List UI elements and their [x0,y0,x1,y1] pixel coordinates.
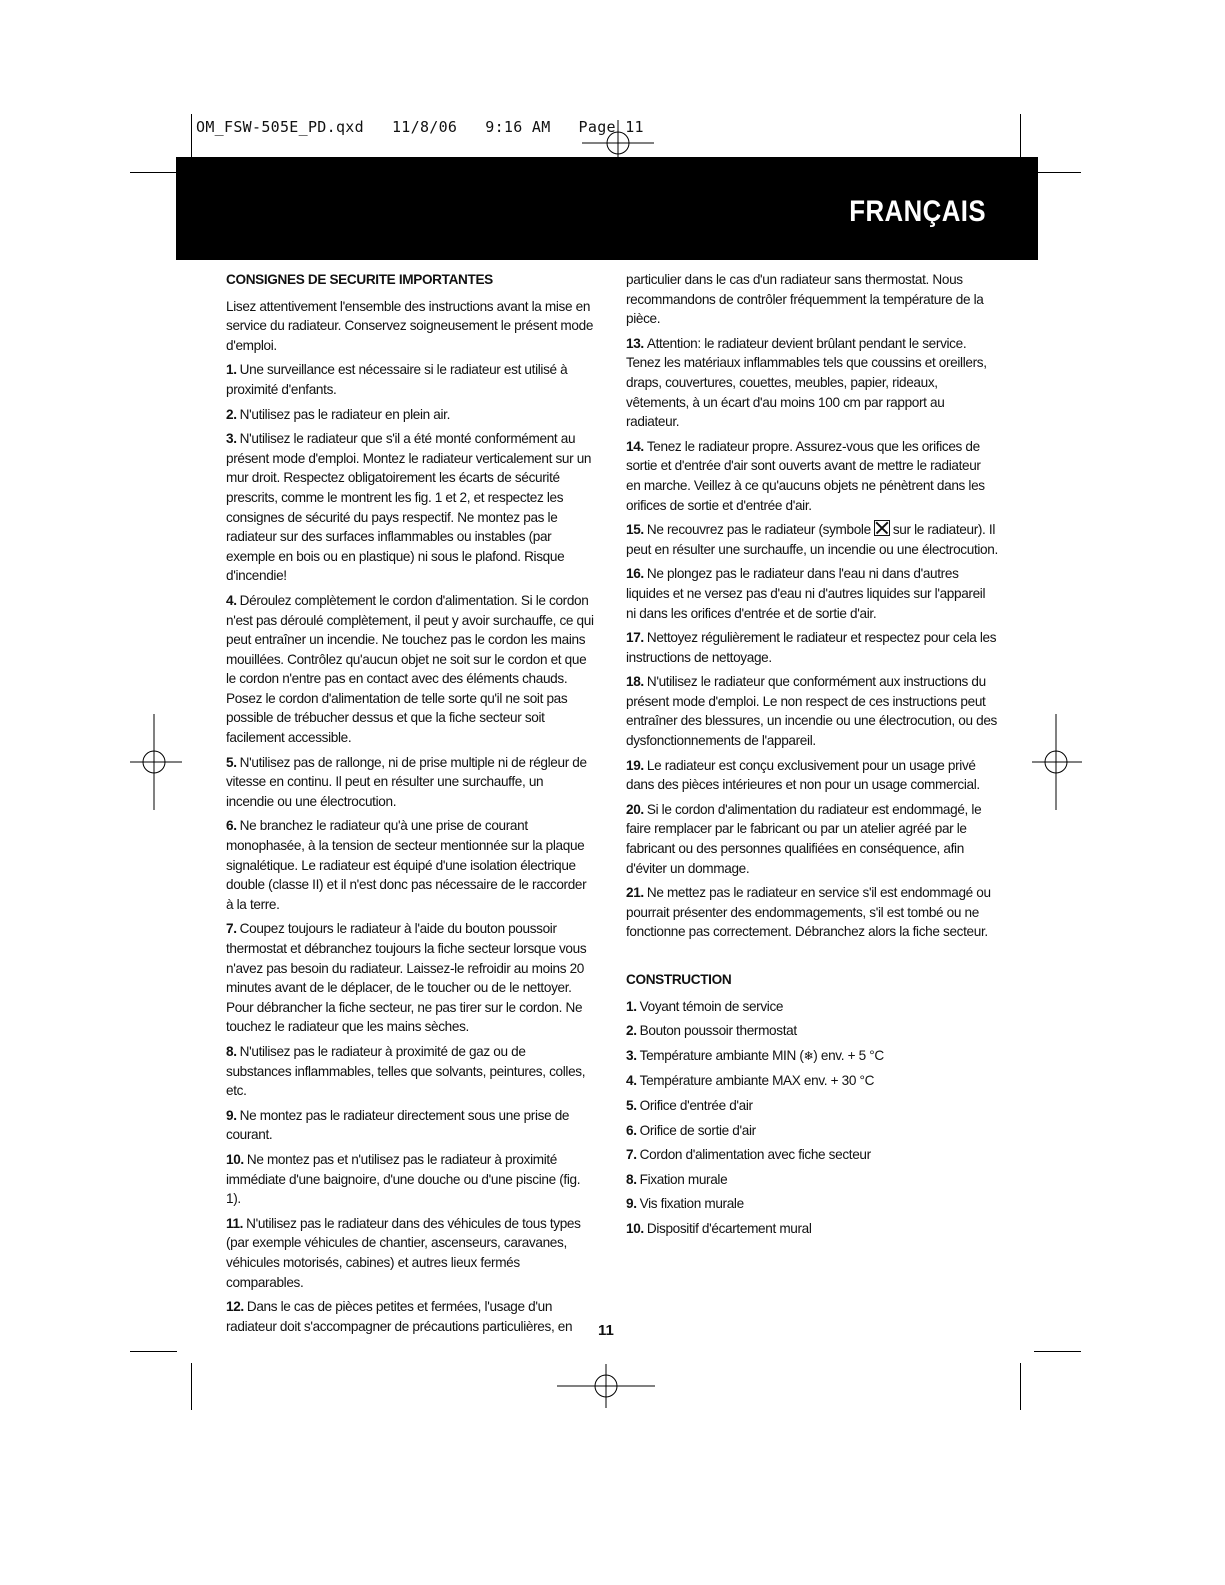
list-item: 2. Bouton poussoir thermostat [626,1023,797,1039]
list-item: 11. N'utilisez pas le radiateur dans des véhicules de tous types (par exemple véhicules de chantier, ascenseurs, caravanes, véhicules motorisés, cabines) et autres lieux fermés comparables. [226,1215,581,1290]
crop-mark [1020,114,1021,157]
list-item: 8. N'utilisez pas le radiateur à proximité de gaz ou de substances inflammables, telles que solvants, peintures, colles, etc. [226,1043,586,1099]
right-column [626,270,998,1244]
safety-list-continued [626,334,998,942]
list-item: 14. Tenez le radiateur propre. Assurez-vous que les orifices de sortie et d'entrée d'air sont ouverts avant de mettre le radiateur en marche. Veillez à ce qu'aucuns objets ne pénètrent dans les orifices de sortie et d'entrée d'air. [626,438,985,513]
list-item: 5. N'utilisez pas de rallonge, ni de prise multiple ni de régleur de vitesse en continu. Il peut en résulter une surchauffe, un incendie ou une électrocution. [226,754,587,809]
list-item: 20. Si le cordon d'alimentation du radiateur est endommagé, le faire remplacer par le fabricant ou par un atelier agréé par le fabricant ou des personnes qualifiées en conséquence, afin d'éviter un dommage. [626,801,982,876]
crop-mark [191,1363,192,1410]
registration-mark-icon [130,714,182,810]
list-item: 18. N'utilisez le radiateur que conformément aux instructions du présent mode d'emploi. Le non respect de ces instructions peut entraîner des blessures, un incendie ou une électrocution, ou des dysfonctionnements de l'appareil. [626,674,997,749]
list-item: 19. Le radiateur est conçu exclusivement pour un usage privé dans des pièces intérieures et non pour un usage commercial. [626,757,980,793]
language-title: FRANÇAIS [849,195,986,228]
list-item: 13. Attention: le radiateur devient brûlant pendant le service. Tenez les matériaux inflammables tels que coussins et oreillers, draps, couvertures, couettes, meubles, papier, rideaux, vêtements, à un écart d'au moins 100 cm par rapport au radiateur. [626,335,987,430]
list-item: 6. Orifice de sortie d'air [626,1122,756,1138]
crop-mark [1020,1363,1021,1410]
list-item: 6. Ne branchez le radiateur qu'à une prise de courant monophasée, à la tension de secteur mentionnée sur la plaque signalétique. Le radiateur est équipé d'une isolation électrique double (classe II) et il n'est donc pas nécessaire de le raccorder à la terre. [226,818,587,912]
list-item: 10. Ne montez pas et n'utilisez pas le radiateur à proximité immédiate d'une baignoire, d'une douche ou d'une piscine (fig. 1). [226,1151,581,1207]
list-item: 5. Orifice d'entrée d'air [626,1097,753,1113]
left-column [226,270,594,1341]
list-item: 15. Ne recouvrez pas le radiateur (symbole sur le radiateur). Il peut en résulter une surchauffe, un incendie ou une électrocution. [626,522,998,557]
list-item: 8. Fixation murale [626,1171,728,1187]
list-item: 17. Nettoyez régulièrement le radiateur et respectez pour cela les instructions de nettoyage. [626,630,997,665]
list-item: 21. Ne mettez pas le radiateur en service s'il est endommagé ou pourrait présenter des endommagements, s'il est tombé ou ne fonctionne pas correctement. Débranchez alors la fiche secteur. [626,885,991,940]
list-item: 4. Température ambiante MAX env. + 30 °C [626,1073,875,1089]
safety-intro: Lisez attentivement l'ensemble des instructions avant la mise en service du radiateur. Conservez soigneusement le présent mode d'emploi. [226,298,594,353]
list-item: 2. N'utilisez pas le radiateur en plein air. [226,406,451,422]
page-number: 11 [598,1322,614,1339]
list-item: 9. Vis fixation murale [626,1196,744,1212]
safety-list [226,360,594,1336]
list-item: 1. Voyant témoin de service [626,998,784,1014]
list-item: 3. Température ambiante MIN (❄) env. + 5 °C [626,1047,884,1063]
registration-mark-icon [1032,714,1082,810]
crop-mark [1034,1351,1081,1352]
registration-mark-icon [557,1364,655,1408]
list-item: 9. Ne montez pas le radiateur directement sous une prise de courant. [226,1107,570,1143]
list-item: 10. Dispositif d'écartement mural [626,1220,812,1236]
list-item: 7. Coupez toujours le radiateur à l'aide du bouton poussoir thermostat et débranchez toujours la fiche secteur lorsque vous n'avez pas besoin du radiateur. Laissez-le refroidir au moins 20 minutes avant de le déplacer, de le toucher ou de le nettoyer. Pour débrancher la fiche secteur, ne pas tirer sur le cordon. Ne touchez le radiateur que les mains sèches. [226,921,587,1035]
list-item: 4. Déroulez complètement le cordon d'alimentation. Si le cordon n'est pas déroulé complètement, il peut y avoir surchauffe, ce qui peut entraîner un incendie. Ne touchez pas le cordon les mains mouillées. Contrôlez qu'aucun objet ne soit sur le cordon et que le cordon n'entre pas en contact avec des éléments chauds. Posez le cordon d'alimentation de telle sorte qu'il ne soit pas possible de trébucher dessus et que la fiche secteur soit facilement accessible. [226,592,594,746]
crop-mark [130,1351,177,1352]
crop-mark [191,114,192,157]
crop-mark [130,172,177,173]
list-item: 1. Une surveillance est nécessaire si le radiateur est utilisé à proximité d'enfants. [226,362,568,397]
construction-heading: CONSTRUCTION [626,972,732,987]
list-item: 12. Dans le cas de pièces petites et fermées, l'usage d'un radiateur doit s'accompagner de précautions particulières, en [226,1299,573,1334]
do-not-cover-icon [874,520,890,536]
print-slug: OM_FSW-505E_PD.qxd 11/8/06 9:16 AM Page 11 [196,118,644,136]
safety-heading: CONSIGNES DE SECURITE IMPORTANTES [226,272,493,287]
crop-mark [1037,172,1081,173]
language-banner [176,157,1038,260]
construction-list [626,997,998,1239]
list-item: 3. N'utilisez le radiateur que s'il a été monté conformément au présent mode d'emploi. Montez le radiateur verticalement sur un mur droit. Respectez obligatoirement les écarts de sécurité prescrits, comme le montrent les fig. 1 et 2, et respectez les consignes de sécurité du pays respectif. Ne montez pas le radiateur sur des surfaces inflammables ou instables (par exemple en bois ou en plastique) ni sous le plafond. Risque d'incendie! [226,431,592,584]
safety-continuation: particulier dans le cas d'un radiateur sans thermostat. Nous recommandons de contrôler fréquemment la température de la pièce. [626,272,984,327]
list-item: 16. Ne plongez pas le radiateur dans l'eau ni dans d'autres liquides et ne versez pas d'eau ni d'autres liquides sur l'appareil ni dans les orifices d'entrée et de sortie d'air. [626,566,986,621]
list-item: 7. Cordon d'alimentation avec fiche secteur [626,1147,871,1163]
snowflake-icon: ❄ [803,1048,814,1063]
